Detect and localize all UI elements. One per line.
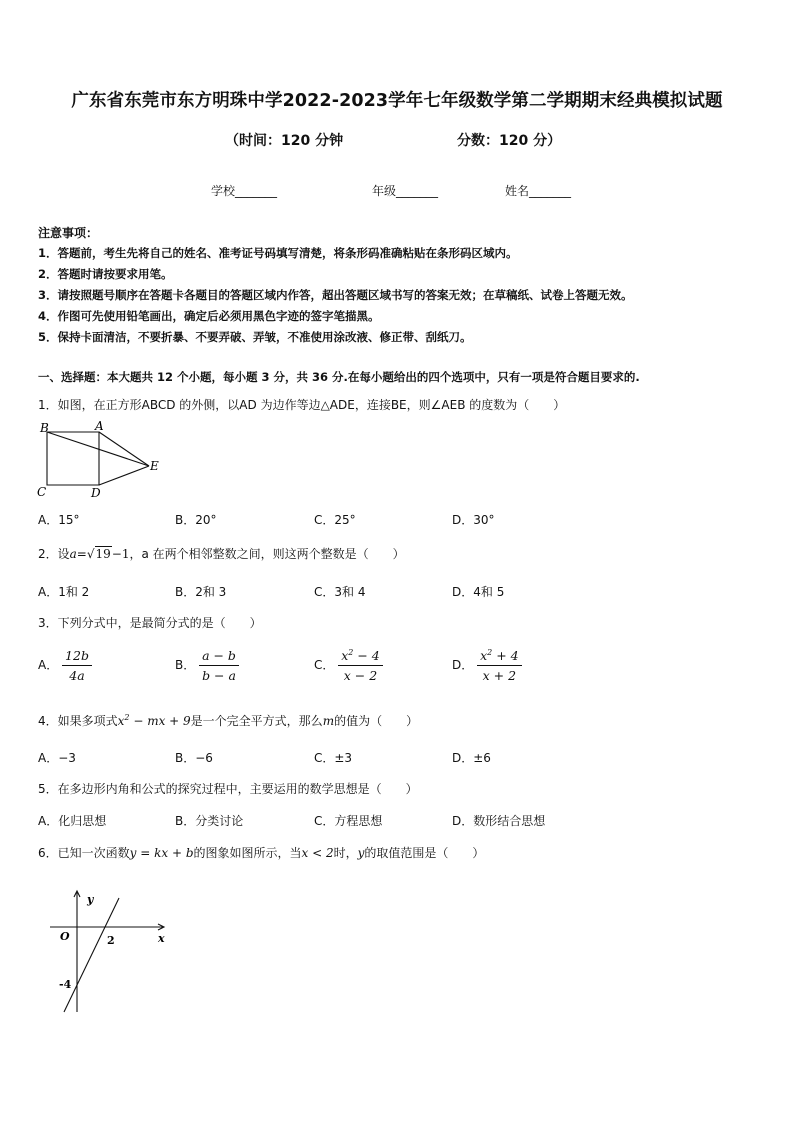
question-4-stem — [38, 712, 418, 729]
q4-var: m — [322, 714, 335, 728]
square-triangle-figure — [36, 418, 166, 502]
q6-middle: 的图象如图所示，当 — [193, 846, 302, 860]
option-d[interactable] — [452, 648, 522, 683]
section-heading: 一、选择题：本大题共 12 个小题，每小题 3 分，共 36 分.在每小题给出的四个选项中，只有一项是符合题目要求的. — [38, 370, 640, 384]
fraction-denominator: x − 2 — [343, 668, 378, 684]
label-e: E — [150, 459, 159, 473]
x-intercept-label: 2 — [107, 934, 115, 947]
option-a[interactable]: A．化归思想 — [38, 814, 107, 828]
option-a[interactable]: A．15° — [38, 513, 80, 527]
notice-heading: 注意事项： — [38, 226, 99, 240]
option-letter: A． — [38, 658, 59, 672]
fraction-denominator: b − a — [202, 668, 236, 683]
fraction — [62, 648, 92, 683]
label-b: B — [40, 421, 49, 435]
num-base: x — [480, 648, 488, 664]
option-c[interactable] — [314, 648, 383, 683]
option-a[interactable] — [38, 648, 92, 683]
y-intercept-label: -4 — [59, 978, 72, 991]
polynomial — [118, 714, 191, 728]
q6-function: y = kx + b — [129, 846, 194, 860]
fraction-denominator: 4a — [69, 668, 85, 683]
notice-item: 3．请按照题号顺序在答题卡各题目的答题区域内作答，超出答题区域书写的答案无效；在草稿纸、试卷上答题无效。 — [38, 288, 633, 302]
option-b[interactable]: B．2和 3 — [175, 585, 227, 599]
q4-suffix: 的值为（ ） — [334, 714, 419, 728]
question-5-stem: 5．在多边形内角和公式的探究过程中，主要运用的数学思想是（ ） — [38, 782, 418, 796]
option-c[interactable]: C．3和 4 — [314, 585, 366, 599]
fraction-numerator: 12b — [62, 648, 92, 666]
q4-middle: 是一个完全平方式，那么 — [190, 714, 323, 728]
origin-label: O — [60, 930, 70, 943]
fraction — [338, 648, 383, 683]
sqrt-expression: √19 — [86, 547, 111, 561]
question-1-stem: 1．如图，在正方形ABCD 的外侧，以AD 为边作等边△ADE，连接BE，则∠AEB 的度数为（ ） — [38, 398, 566, 412]
y-axis-label: y — [87, 893, 94, 906]
fraction — [477, 648, 522, 683]
num-exponent: 2 — [348, 648, 354, 657]
q2-prefix: 2．设 — [38, 547, 70, 561]
num-exponent: 2 — [487, 648, 493, 657]
q4-prefix: 4．如果多项式 — [38, 714, 118, 728]
q6-var: y — [357, 846, 365, 860]
q6-condition: x < 2 — [301, 846, 334, 860]
question-2-stem — [38, 545, 405, 562]
num-rest: + 4 — [492, 648, 519, 664]
option-d[interactable]: D．±6 — [452, 751, 491, 765]
notice-item: 5．保持卡面清洁，不要折暴、不要弄破、弄皱，不准使用涂改液、修正带、刮纸刀。 — [38, 330, 472, 344]
option-c[interactable]: C．±3 — [314, 751, 353, 765]
question-6-stem — [38, 844, 484, 861]
school-field: 学校_______ — [211, 184, 278, 198]
option-letter: C． — [314, 658, 335, 673]
q6-suffix: 的取值范围是（ ） — [364, 846, 485, 860]
num-base: x — [341, 648, 349, 664]
notice-item: 1．答题前，考生先将自己的姓名、准考证号码填写清楚，将条形码准确粘贴在条形码区域内。 — [38, 246, 518, 260]
option-c[interactable]: C．25° — [314, 513, 356, 527]
label-c: C — [37, 485, 47, 499]
q2-suffix: ，a 在两个相邻整数之间，则这两个整数是（ ） — [129, 547, 405, 561]
q6-middle2: 时， — [333, 846, 358, 860]
sqrt-radicand: 19 — [95, 547, 111, 561]
label-a: A — [95, 419, 104, 433]
notice-item: 4．作图可先使用铅笔画出，确定后必须用黑色字迹的签字笔描黑。 — [38, 309, 380, 323]
q2-var-a: a — [69, 547, 77, 561]
page-title: 广东省东莞市东方明珠中学2022-2023学年七年级数学第二学期期末经典模拟试题 — [71, 91, 723, 111]
option-c[interactable]: C．方程思想 — [314, 814, 383, 828]
option-a[interactable]: A．1和 2 — [38, 585, 90, 599]
q2-eq: = — [76, 547, 87, 561]
poly-rest: − mx + 9 — [129, 714, 191, 728]
x-axis-label: x — [158, 932, 165, 945]
option-b[interactable]: B．20° — [175, 513, 217, 527]
linear-function-graph — [44, 884, 174, 1019]
option-d[interactable]: D．数形结合思想 — [452, 814, 546, 828]
exam-time: （时间：120 分钟 — [225, 133, 344, 149]
fraction — [199, 648, 239, 683]
option-b[interactable] — [175, 648, 239, 683]
question-3-stem: 3．下列分式中，是最简分式的是（ ） — [38, 616, 262, 630]
option-letter: D． — [452, 658, 474, 673]
poly-exponent: 2 — [124, 713, 130, 722]
option-b[interactable]: B．−6 — [175, 751, 213, 765]
exam-score: 分数：120 分） — [457, 133, 562, 149]
fraction-denominator: x + 2 — [482, 668, 517, 684]
num-rest: − 4 — [353, 648, 380, 664]
q6-prefix: 6．已知一次函数 — [38, 846, 130, 860]
grade-field: 年级_______ — [372, 184, 439, 198]
fraction-numerator — [338, 648, 383, 666]
notice-item: 2．答题时请按要求用笔。 — [38, 267, 173, 281]
label-d: D — [91, 486, 101, 500]
option-letter: B． — [175, 658, 196, 672]
q2-minus-one: −1 — [111, 547, 130, 561]
fraction-numerator — [477, 648, 522, 666]
fraction-numerator: a − b — [199, 648, 239, 666]
poly-base: x — [117, 714, 125, 728]
name-field: 姓名_______ — [505, 184, 572, 198]
option-d[interactable]: D．4和 5 — [452, 585, 505, 599]
option-a[interactable]: A．−3 — [38, 751, 76, 765]
option-d[interactable]: D．30° — [452, 513, 495, 527]
option-b[interactable]: B．分类讨论 — [175, 814, 244, 828]
